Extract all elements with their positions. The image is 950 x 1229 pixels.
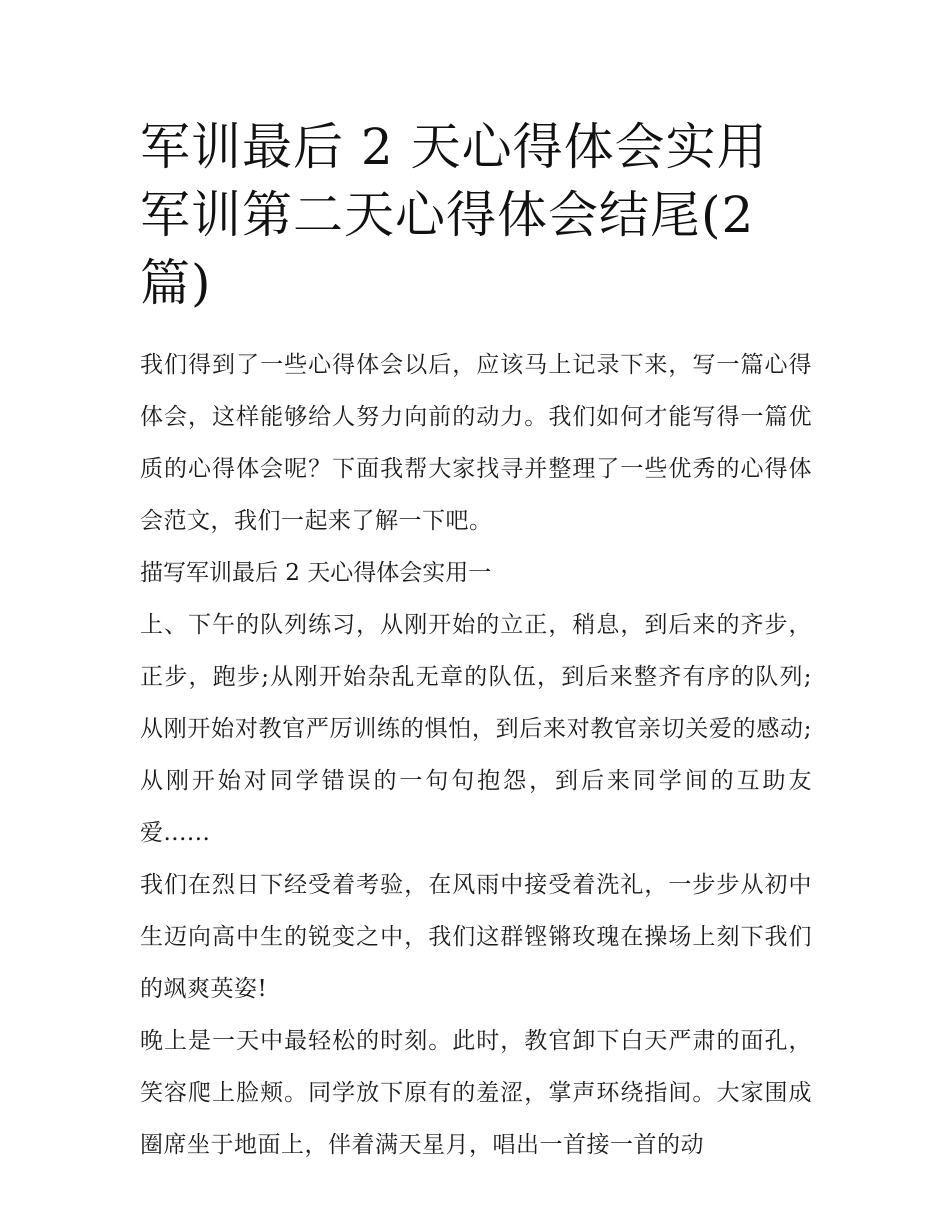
document-page: [140, 113, 812, 1171]
body-paragraph-1: 上、下午的队列练习，从刚开始的立正，稍息，到后来的齐步，正步，跑步;从刚开始杂乱无章的队伍，到后来整齐有序的队列;从刚开始对教官严厉训练的惧怕，到后来对教官亲切关爱的感动;从刚开始对同学错误的一句句抱怨，到后来同学间的互助友爱......: [140, 612, 812, 846]
document-title: 军训最后 2 天心得体会实用 军训第二天心得体会结尾(2 篇): [140, 118, 768, 312]
body-paragraph-2: 我们在烈日下经受着考验，在风雨中接受着洗礼，一步步从初中生迈向高中生的锐变之中，我们这群铿锵玫瑰在操场上刻下我们的飒爽英姿!: [140, 872, 812, 1002]
section-heading: 描写军训最后 2 天心得体会实用一: [140, 560, 492, 586]
intro-paragraph: 我们得到了一些心得体会以后，应该马上记录下来，写一篇心得体会，这样能够给人努力向前的动力。我们如何才能写得一篇优质的心得体会呢？下面我帮大家找寻并整理了一些优秀的心得体会范文，我们一起来了解一下吧。: [140, 352, 812, 534]
body-paragraph-3: 晚上是一天中最轻松的时刻。此时，教官卸下白天严肃的面孔，笑容爬上脸颊。同学放下原有的羞涩，掌声环绕指间。大家围成圈席坐于地面上，伴着满天星月，唱出一首接一首的动: [140, 1028, 812, 1158]
